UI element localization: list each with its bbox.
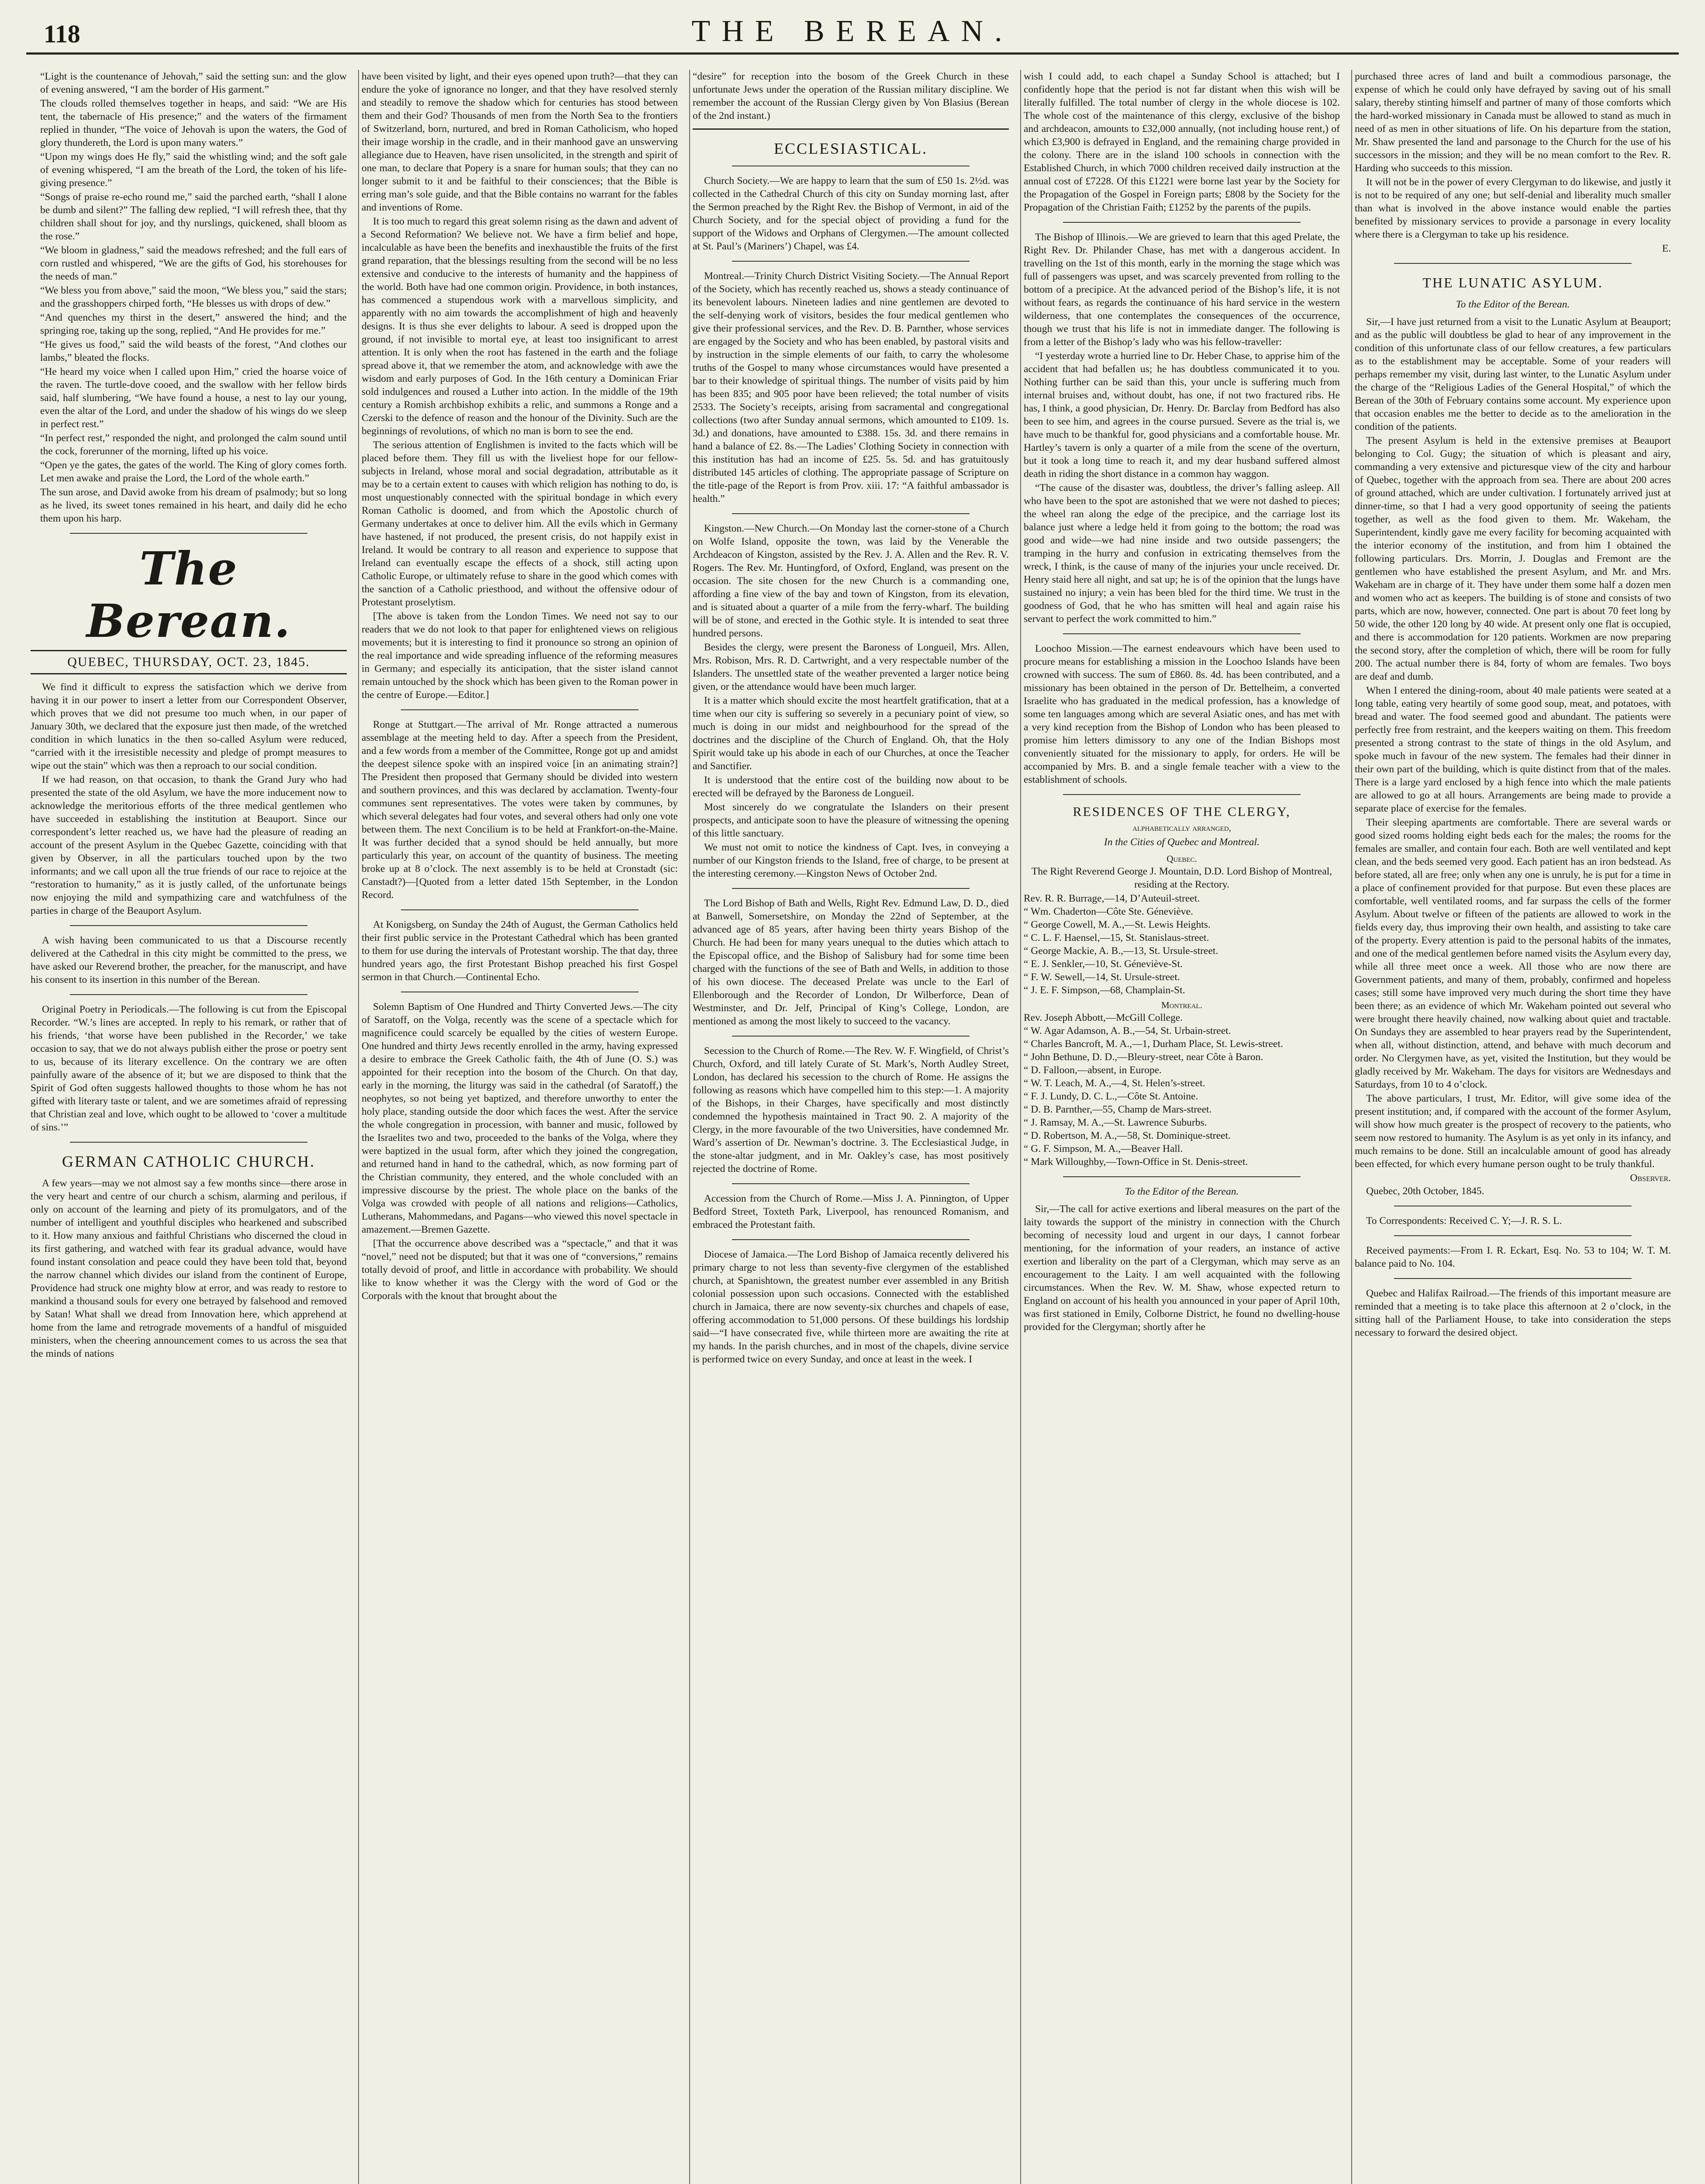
editor-note: [That the occurrence above described was a “spectacle,” and that it was “novel,” need not be disputed; but that it was one of “conversions,” remains totally devoid of proof, and little in accordance with probability. We should like to know whether it was the Clergy with the word of God or the Corporals with the knout that brought about the xyxy=(362,1238,678,1302)
news-item: Most sincerely do we congratulate the Islanders on their present prospects, and anticipate soon to have the pleasure of witnessing the opening of this little sanctuary. xyxy=(693,802,1009,839)
poem-stanza: “He gives us food,” said the wild beasts of the forest, “And clothes our lambs,” bleated the flocks. xyxy=(40,339,347,363)
news-item: Loochoo Mission.—The earnest endeavours which have been used to procure means for establishing a mission in the Loochoo Islands have been crowned with success. The sum of £860. 8s. 4d. has been contributed, and a missionary has been obtained in the person of Dr. Bettelheim, a converted Israelite who has graduated in the medical profession, has a knowledge of some ten languages among which are several Asiatic ones, and has met with a very kind reception from the Bishop of London who has been pleased to promise him letters dimissory to any one of the Indian Bishops most conveniently situated for the missionary to apply, for orders. He will be accompanied by Mrs. B. and a single female teacher with a view to the establishment of schools. xyxy=(1024,643,1340,785)
divider xyxy=(1394,1235,1632,1236)
news-item: The Bishop of Illinois.—We are grieved to learn that this aged Prelate, the Right Rev. Dr. Philander Chase, has met with a dangerous accident. In travelling on the 1st of this month, early in the morning the stage which was full of passengers was upset, and was scarcely prevented from rolling to the bottom of a precipice. At the advanced period of the Bishop’s life, it is not without fears, as regards the continuance of his hard service in the western wilderness, that one contemplates the consequences of the occurrence, though we trust that his life is not in immediate danger. The following is from a letter of the Bishop’s lady who was his fellow-traveller: xyxy=(1024,232,1340,348)
letter-paragraph: When I entered the dining-room, about 40 male patients were seated at a long table, eating very heartily of some good soup, meat, and potatoes, with bread and water. The food seemed good and abundant. The patients were perfectly free from restraint, and the keepers waiting on them. This freedom presented a strong contrast to the state of things in the old Asylum, and spoke much in favour of the new system. The females had their dinner in their own part of the building, which is quite distinct from that of the males. There is a large yard enclosed by a high fence into which the male patients are allowed to go at all hours. Arrangements are being made to provide a separate place of exercise for the females. xyxy=(1355,685,1671,814)
list-item: “ George Mackie, A. B.,—13, St. Ursule-street. xyxy=(1024,945,1218,957)
divider xyxy=(732,261,970,262)
news-item: It is understood that the entire cost of the building now about to be erected will be defrayed by the Baroness de Longueil. xyxy=(693,774,1009,799)
section-subtitle: alphabetically arranged, xyxy=(1132,822,1231,833)
divider xyxy=(1394,1278,1632,1279)
divider xyxy=(1394,263,1632,264)
letter-signature: E. xyxy=(1662,243,1671,254)
column-3 xyxy=(693,70,1009,2184)
page-number: 118 xyxy=(44,20,80,48)
column-5 xyxy=(1355,70,1671,2184)
list-item: “ J. Ramsay, M. A.,—St. Lawrence Suburbs. xyxy=(1024,1117,1207,1128)
quoted-letter: “I yesterday wrote a hurried line to Dr. Heber Chase, to apprise him of the accident that had befallen us; he has doubtless communicated it to you. Nothing further can be said than this, your uncle is suffering much from internal bruises and, without doubt, has one, if not two fractured ribs. He has, I think, a good physician, Dr. Henry. Dr. Barclay from Bedford has also been to see him, and agrees in the course pursued. Severe as the trial is, we have much to be thankful for, good physicians and a comfortable house. Mr. Hartley’s tavern is only a quarter of a mile from the scene of the overturn, but it took a long time to reach it, and my dear husband suffered almost death in riding the short distance in a common hay waggon. xyxy=(1024,350,1340,480)
poem-stanza: “He heard my voice when I called upon Him,” cried the hoarse voice of the raven. The turtle-dove cooed, and the swallow with her fellow birds said, half slumbering, “We have found a house, a nest to lay our young, even the altar of the Lord, and under the shadow of his wings do we sleep in perfect rest.” xyxy=(40,366,347,430)
news-item: Accession from the Church of Rome.—Miss J. A. Pinnington, of Upper Bedford Street, Toxteth Park, Liverpool, has renounced Romanism, and embraced the Protestant faith. xyxy=(693,1193,1009,1230)
letter-heading: To the Editor of the Berean. xyxy=(1456,299,1570,310)
divider xyxy=(70,1142,307,1143)
list-item: “ E. J. Senkler,—10, St. Géneviève-St. xyxy=(1024,958,1183,970)
poem-stanza: The clouds rolled themselves together in heaps, and said: “We are His tent, the tabernacle of His presence;” and the waters of the firmament replied in thunder, “The voice of Jehovah is upon the waters, the God of glory thundereth, the Lord is upon many waters.” xyxy=(40,98,347,149)
news-item: Montreal.—Trinity Church District Visiting Society.—The Annual Report of the Society, which has recently reached us, shows a steady continuance of its benevolent labours. Nineteen ladies and nine gentlemen are devoted to the self-denying work of visitors, besides the four medical gentlemen who give their professional services, and the Rev. D. B. Parnther, whose services are engaged by the Society and who has been enabled, by pastoral visits and by instruction in the simple elements of our faith, to carry the wholesome truths of the Gospel to many whose circumstances would have presented a bar to their knowledge of spiritual things. The number of visits paid by him has been 835; and 905 poor have been relieved; the total number of visits 2533. The Society’s receipts, arising from sacramental and congregational collections (two after Sunday annual sermons, which amounted to £109. 1s. 3d.) and donations, have amounted to £388. 15s. 3d. and there remains in hand a balance of £2. 8s.—The Ladies’ Clothing Society in connection with this institution has had an income of £25. 5s. 5d. and has gratuitously distributed 145 articles of clothing. The appropriate passage of Scripture on the title-page of the Report is from Prov. xiii. 17: “A faithful ambassador is health.” xyxy=(693,270,1009,505)
list-item: “ W. Agar Adamson, A. B.,—54, St. Urbain-street. xyxy=(1024,1025,1231,1037)
notice: Quebec and Halifax Railroad.—The friends of this important measure are reminded that a meeting is to take place this afternoon at 2 o’clock, in the sitting hall of the Parliament House, to take into consideration the steps necessary to forward the desired object. xyxy=(1355,1288,1671,1338)
notice: Received payments:—From I. R. Eckart, Esq. No. 53 to 104; W. T. M. balance paid to No. 104. xyxy=(1355,1245,1671,1269)
letter-paragraph: purchased three acres of land and built a commodious parsonage, the expense of which he could only have defrayed by saving out of his small salary, thereby stinting himself and partner of many of those comforts which the hard-worked missionary in Canada must be allowed to stand as much in need of as men in other situations of life. On his departure from the station, Mr. Shaw presented the land and parsonage to the Church for the use of his successors in the mission; and they will be no mean comfort to the Rev. R. Harding who succeeds to this mission. xyxy=(1355,71,1671,174)
list-item: Rev. Joseph Abbott,—McGill College. xyxy=(1024,1012,1183,1023)
article-paragraph: It is too much to regard this great solemn rising as the dawn and advent of a Second Reformation? We believe not. We have a firm belief and hope, incalculable as have been the benefits and inexhaustible the fruits of the first grand reparation, that the blessings resulting from the second will be no less extensive and conducive to the interests of humanity and the happiness of the world. Both have had one common origin. Providence, in both instances, has commenced a stupendous work with a marvellous simplicity, and apparently with no aim towards the accomplishment of high and heavenly designs. It is thus she ever delights to labour. A seed is dropped upon the ground, if not invisible to mortal eye, at least too insignificant to arrest attention. It is only when the root has fastened in the earth and the foliage spread above it, that we remember the atom, and acknowledge with awe the wisdom and early purposes of God. In the 16th century a Dominican Friar sold indulgences and roused a Luther into action. In the middle of the 19th century a Romish archbishop exhibits a relic, and summons a Ronge and a Czerski to the defence of reason and the honour of the Divinity. Such are the beginnings of revolutions, of which no man is born to see the end. xyxy=(362,216,678,437)
news-item: Besides the clergy, were present the Baroness of Longueil, Mrs. Allen, Mrs. Robison, Mrs. R. D. Cartwright, and a very respectable number of the Islanders. The unsettled state of the weather prevented a larger notice being given, or the attendance would have been much larger. xyxy=(693,642,1009,692)
divider xyxy=(1063,1176,1301,1177)
letter-paragraph: It will not be in the power of every Clergyman to do likewise, and justly it is not to be required of any one; but self-denial and liberality much smaller than what is involved in the above instance would enable the parties benefited by missionary services to provide a parsonage in every locality where there is a Clergyman to take up his residence. xyxy=(1355,176,1671,240)
divider xyxy=(70,994,307,995)
divider xyxy=(70,533,307,534)
divider xyxy=(732,1183,970,1184)
list-item: “ D. B. Parnther,—55, Champ de Mars-street. xyxy=(1024,1104,1212,1115)
article-paragraph: have been visited by light, and their eyes opened upon truth?—that they can endure the yoke of ignorance no longer, and that they have resolved sternly and steadily to remove the shadow which for centuries has stood between them and their God? Thousands of men from the North Sea to the frontiers of Switzerland, born, nurtured, and bred in Roman Catholicism, who hoped their image worship in the cradle, and in their manhood gave an unswerving allegiance due to Heaven, have risen unsolicited, in the strength and spirit of one man, to declare that Popery is a snare for human souls; that they can no longer submit to it and be faithful to their consciences; that the Bible is erring man’s sole guide, and that the Bible contains no warrant for the fables and inventions of Rome. xyxy=(362,71,678,213)
section-subtitle: In the Cities of Quebec and Montreal. xyxy=(1104,836,1260,848)
list-item: “ J. E. F. Simpson,—68, Champlain-St. xyxy=(1024,985,1185,996)
list-item: “ Wm. Chaderton—Côte Ste. Géneviève. xyxy=(1024,906,1193,917)
list-item: “ G. F. Simpson, M. A.,—Beaver Hall. xyxy=(1024,1143,1183,1154)
city-heading: Quebec. xyxy=(1167,854,1197,864)
list-item: “ John Bethune, D. D.,—Bleury-street, near Côte à Baron. xyxy=(1024,1051,1263,1063)
page-header xyxy=(26,9,1679,55)
quoted-letter: “The cause of the disaster was, doubtless, the driver’s falling asleep. All who have been to the spot are astonished that we were not dashed to pieces; the wheel ran along the edge of the precipice, and the carriage lost its balance just where a ledge held it from going to the bottom; the road was good and wide—we had nine inside and two outside passengers; the tramping in the hurry and confusion in extricating themselves from the wreck, I think, is the cause of many of the injuries your uncle received. Dr. Henry staid here all night, and sat up; he is of the opinion that the lungs have sustained no injury; a vein has been bled for the third time. We trust in the goodness of God, that he who has smitten will heal and again raise his servant to perfect the work committed to him.” xyxy=(1024,482,1340,625)
news-item: Ronge at Stuttgart.—The arrival of Mr. Ronge attracted a numerous assemblage at the meeting held to day. After a speech from the President, and a few words from a member of the Committee, Ronge got up and amidst the deepest silence spoke with an inspired voice [in an animating strain?] The President then proposed that Germany should be divided into western and southern provinces, and this was declared by acclamation. Twenty-four communes sent representatives. The votes were taken by communes, by which several delegates had four votes, and several others had only one vote between them. The next Concilium is to be held at Frankfort-on-the-Maine. It was further decided that a synod should be held annually, but more particularly this year, on account of the quantity of business. The meeting broke up at 8 o’clock. The next assembly is to be held at Cronstadt (sic: Canstadt?)—[Quoted from a letter dated 15th September, in the London Record. xyxy=(362,719,678,901)
news-item: Solemn Baptism of One Hundred and Thirty Converted Jews.—The city of Saratoff, on the Volga, recently was the scene of a spectacle which for magnificence could scarcely be equalled by the cities of western Europe. One hundred and thirty Jews recently enrolled in the army, having expressed a desire to embrace the Greek Catholic faith, the 4th of June (O. S.) was appointed for their reception into the bosom of the Church. On that day, early in the morning, the liturgy was said in the cathedral (of Saratoff,) the neophytes, so not being yet baptized, and therefore unworthy to enter the holy place, standing outside the door which faces the west. After the service the whole congregation in procession, with banner and music, followed by the Israelites two and two, proceeded to the banks of the Volga, where they were baptized in the usual form, after which they joined the congregation, and returned hand in hand to the cathedral, which, as now forming part of the Christian community, they entered, and the whole concluded with an impressive discourse by the priest. The whole place on the banks of the Volga was crowded with people of all nations and religions—Catholics, Lutherans, Mahommedans, and Pagans—who viewed this novel spectacle in amazement.—Bremen Gazette. xyxy=(362,1001,678,1235)
letter-signature: Observer. xyxy=(1630,1172,1671,1184)
letter-heading: To the Editor of the Berean. xyxy=(1125,1186,1239,1197)
poem-stanza: “In perfect rest,” responded the night, and prolonged the calm sound until the cock, forerunner of the morning, lifted up his voice. xyxy=(40,432,347,457)
letter-paragraph: The above particulars, I trust, Mr. Editor, will give some idea of the present institution; and, if compared with the account of the former Asylum, will show how much greater is the prospect of recovery to the patients, who seem now restored to humanity. The Asylum is as yet only in its infancy, and much remains to be done. Still an incalculable amount of good has already been effected, for which every humane person ought to be truly thankful. xyxy=(1355,1093,1671,1170)
letter-paragraph: The present Asylum is held in the extensive premises at Beauport belonging to Col. Gugy; the situation of which is pleasant and airy, commanding a very extensive and picturesque view of the city and harbour of Quebec, together with the approach from sea. There are about 200 acres of ground attached, which are under cultivation. I fortunately arrived just at dinner-time, so that I had a very good opportunity of seeing the patients together, as well as the food given to them. Mr. Wakeham, the Superintendent, kindly gave me every facility for becoming acquainted with the interior economy of the institution, and from him I obtained the following particulars. Drs. Morrin, J. Douglas and Fremont are the gentlemen who have established the present Asylum, and Mr. and Mrs. Wakeham are in charge of it. They have under them some half a dozen men and women who act as keepers. The building is of stone and consists of two parts, which are now, however, connected. One part is about 70 feet long by 50 wide, the other 120 long by 40 wide. At present only one flat is occupied, and there is accommodation for 120 patients. Workmen are now preparing the second story, after the completion of which, there will be room for fully 200. The actual number there is 84, forty of whom are females. Two boys are deaf and dumb. xyxy=(1355,435,1671,682)
poem-stanza: “Upon my wings does He fly,” said the whistling wind; and the soft gale of evening whispered, “I am the breath of the Lord, the token of his life-giving presence.” xyxy=(40,151,347,189)
column-4 xyxy=(1024,70,1340,2184)
poem-stanza: “Open ye the gates, the gates of the world. The King of glory comes forth. Let men awake and praise the Lord, the Lord of the whole earth.” xyxy=(40,460,347,484)
list-item: “ D. Falloon,—absent, in Europe. xyxy=(1024,1064,1162,1076)
list-item: “ D. Robertson, M. A.,—58, St. Dominique-street. xyxy=(1024,1130,1231,1141)
letter-date: Quebec, 20th October, 1845. xyxy=(1366,1185,1484,1197)
list-item: “ Charles Bancroft, M. A.,—1, Durham Place, St. Lewis-street. xyxy=(1024,1038,1283,1050)
list-item: Rev. R. R. Burrage,—14, D’Auteuil-street. xyxy=(1024,893,1200,904)
list-item: “ W. T. Leach, M. A.,—4, St. Helen’s-street. xyxy=(1024,1078,1205,1089)
editor-note: [The above is taken from the London Times. We need not say to our readers that we do not look to that paper for enlightened views on religious movements; but it is interesting to find it pronounce so strong an opinion of the real importance and wide spreading influence of the reforming measures in Germany; and especially its anticipation, that the sister island cannot remain untouched by the shock which has been given to the Roman power in the centre of Europe.—Editor.] xyxy=(362,611,678,701)
quebec-clergy-list xyxy=(1024,892,1340,997)
divider xyxy=(732,513,970,514)
divider xyxy=(732,1036,970,1037)
column-2 xyxy=(362,70,678,2184)
notice: To Correspondents: Received C. Y;—J. R. S. L. xyxy=(1366,1215,1562,1227)
letter-paragraph: Their sleeping apartments are comfortable. There are several wards or good sized rooms holding eight beds each for the males; the rooms for the females are smaller, and contain four each. Both are well ventilated and kept clean, and the beds seemed very good. Each patient has an iron bedstead. As before stated, all are free; only when any one is unruly, he is put for a time in a place of confinement provided for that purpose. But even these places are comfortable, well ventilated rooms, and far surpass the cells of the former Asylum. About twelve or fifteen of the patients are allowed to work in the fields every day, thus improving their own health, and assisting to take care of the property. Every attention is paid to the personal habits of the inmates, and one of the medical gentlemen before named visits the Asylum every day, while all three meet once a week. All those who are now there are Government patients, and many of them, probably, confirmed and hopeless cases; still some have improved very much during the short time they have been there; as an evidence of which Mr. Wakeham pointed out several who were brought there heavily chained, now walking about quiet and tractable. On Sundays they are assembled to hear prayers read by the Superintendent, when all, without distinction, attend, and behave with much decorum and order. No Clergymen have, as yet, visited the Institution, but they would be gladly received by Mr. Wakeham. The days for visitors are Wednesdays and Saturdays, from 10 to 4 o’clock. xyxy=(1355,817,1671,1090)
list-item: “ F. W. Sewell,—14, St. Ursule-street. xyxy=(1024,971,1180,983)
section-title: RESIDENCES OF THE CLERGY, xyxy=(1073,805,1291,819)
divider xyxy=(1063,633,1301,634)
editorial-paragraph: If we had reason, on that occasion, to thank the Grand Jury who had presented the state of the old Asylum, we have the more inducement now to acknowledge the meritorious efforts of the three medical gentlemen who have succeeded in establishing the institution at Beauport. Since our correspondent’s letter reached us, we have had the pleasure of reading an account of the present Asylum in the Quebec Gazette, coinciding with that given by Observer, in all the particulars touched upon by the two informants; and we call upon all the true friends of our race to rejoice at the “restoration to humanity,” as it is justly called, of the unfortunate beings now enjoying the mild and sympathizing care and watchfulness of the parties in charge of the Beauport Asylum. xyxy=(31,774,347,916)
article-paragraph: wish I could add, to each chapel a Sunday School is attached; but I confidently hope that the period is not far distant when this wish will be literally fulfilled. The total number of clergy in the whole diocese is 102. The whole cost of the maintenance of this clergy, exclusive of the bishop and archdeacon, amounts to £32,000 annually, (not including house rent,) of which £3,900 is defrayed in England, and the remaining charge provided in the colony. There are in the island 100 schools in connection with the Established Church, in which 7000 children received daily instruction at the annual cost of £7228. Of this £1221 were borne last year by the Society for the Propagation of the Gospel in Foreign parts; £808 by the Society for the Propagation of the Christian Faith; £1252 by the parents of the pupils. xyxy=(1024,71,1340,213)
editorial-paragraph: A wish having been communicated to us that a Discourse recently delivered at the Cathedral in this city might be committed to the press, we have asked our Reverend brother, the preacher, for the manuscript, and have his consent to its insertion in this number of the Berean. xyxy=(31,935,347,985)
news-item: It is a matter which should excite the most heartfelt gratification, that at a time when our city is suffering so severely in a pecuniary point of view, so much is doing in our midst and neighbourhood for the spread of the doctrines and the discipline of the Church of England. Oh, that the Holy Spirit would take up his abode in each of our Churches, at once the Teacher and Sanctifier. xyxy=(693,695,1009,772)
column-1 xyxy=(31,70,347,2184)
list-item: “ C. L. F. Haensel,—15, St. Stanislaus-street. xyxy=(1024,932,1209,943)
poem-stanza: “And quenches my thirst in the desert,” answered the hind; and the springing roe, taking up the song, replied, “And He provides for me.” xyxy=(40,312,347,336)
list-item: “ F. J. Lundy, D. C. L.,—Côte St. Antoine. xyxy=(1024,1091,1198,1102)
news-item: We must not omit to notice the kindness of Capt. Ives, in conveying a number of our Kingston friends to the Island, free of charge, to be present at the interesting ceremony.—Kingston News of October 2nd. xyxy=(693,842,1009,879)
divider xyxy=(1063,222,1301,223)
dateline: QUEBEC, THURSDAY, OCT. 23, 1845. xyxy=(31,650,347,674)
poem-stanza: The sun arose, and David awoke from his dream of psalmody; but so long as he lived, its sweet tones remained in his heart, and daily did he echo them upon his harp. xyxy=(40,487,347,524)
news-item: Kingston.—New Church.—On Monday last the corner-stone of a Church on Wolfe Island, opposite the town, was laid by the Venerable the Archdeacon of Kingston, assisted by the Rev. J. A. Allen and the Rev. R. V. Rogers. The Rev. Mr. Huntingford, of Oxford, England, was present on the occasion. The site chosen for the new Church is a commanding one, affording a fine view of the bay and town of Kingston, from its elevation, and is situated about a quarter of a mile from the ferry-wharf. The building will be of stone, and erected in the Gothic style. It is intended to seat three hundred persons. xyxy=(693,523,1009,639)
divider xyxy=(70,925,307,926)
divider xyxy=(401,909,639,910)
list-item: “ Mark Willoughby,—Town-Office in St. Denis-street. xyxy=(1024,1156,1248,1168)
divider xyxy=(732,888,970,889)
paper-title-block xyxy=(31,543,347,647)
letter-paragraph: Sir,—The call for active exertions and liberal measures on the part of the laity towards the support of the ministry in connection with the Church becoming of necessity loud and urgent in our days, I cannot forbear mentioning, for the information of your readers, an instance of active exertion and liberality on the part of a Clergyman, which may serve as an encouragement to the Laity. I am well acquainted with the following circumstances. When the Rev. W. M. Shaw, whose expected return to England on account of his health you announced in your paper of April 10th, was first stationed in Emily, Colborne District, he found no dwelling-house provided for the Clergyman; shortly after he xyxy=(1024,1203,1340,1333)
poem-stanza: “Light is the countenance of Jehovah,” said the setting sun: and the glow of evening answered, “I am the border of His garment.” xyxy=(40,71,347,95)
section-title: THE LUNATIC ASYLUM. xyxy=(1422,275,1603,290)
news-item: Church Society.—We are happy to learn that the sum of £50 1s. 2½d. was collected in the Cathedral Church of this city on Sunday morning last, after the Sermon preached by the Right Rev. the Bishop of Vermont, in aid of the Church Society, and for the special object of providing a fund for the support of the Widows and Orphans of Clergymen.—The amount collected at St. Paul’s (Mariners’) Chapel, was £4. xyxy=(693,175,1009,252)
divider xyxy=(1063,794,1301,795)
news-item: At Konigsberg, on Sunday the 24th of August, the German Catholics held their first public service in the Protestant Cathedral which has been granted to them for use during the intervals of Protestant worship. The that day, three hundred years ago, the first Protestant Bishop preached his first Gospel sermon in that Church.—Continental Echo. xyxy=(362,919,678,983)
news-item: The Lord Bishop of Bath and Wells, Right Rev. Edmund Law, D. D., died at Banwell, Somersetshire, on Monday the 22nd of September, at the advanced age of 85 years, after having been thirty years Bishop of the Church. He had been for many years unequal to the duties which attach to the Episcopal office, and the Bishop of Salisbury had for some time been charged with the functions of the see of Bath and Wells, in addition to those of his own diocese. The deceased Prelate was uncle to the Earl of Ellenborough and the Recorder of London, Dr Wilberforce, Dean of Westminster, and Dr. Jelf, Principal of King’s College, London, are mentioned as among the most likely to succeed to the vacancy. xyxy=(693,898,1009,1027)
section-title: GERMAN CATHOLIC CHURCH. xyxy=(62,1153,316,1170)
paper-title: The Berean. xyxy=(86,542,291,648)
columns xyxy=(31,70,1674,2184)
poem-stanza: “We bloom in gladness,” said the meadows refreshed; and the full ears of corn rustled and whispered, “We are the gifts of God, his storehouses for the needs of man.” xyxy=(40,245,347,282)
city-heading: Montreal. xyxy=(1161,1000,1202,1010)
divider xyxy=(693,128,1009,130)
article-paragraph: A few years—may we not almost say a few months since—there arose in the very heart and centre of our church a schism, alarming and perilous, if only on account of the learning and piety of its promulgators, and of the number of intelligent and youthful disciples who hearkened and subscribed to it. How many anxious and faithful Christians who discerned the cloud in its first gathering, and watched with fear its gradual advance, would have found instant consolation and peace could they have been told that, beyond the narrow channel which divides our island from the continent of Europe, Providence had struck one mighty blow at error, and was ready to restore to mankind a thousand souls for every one betrayed by falsehood and removed by Satan! What shall we dread from Innovation here, which apprehend at home from the lame and retrograde movements of a handful of misguided ministers, when the cheering announcement comes to us across the sea that the minds of nations xyxy=(31,1178,347,1359)
article-paragraph: “desire” for reception into the bosom of the Greek Church in these unfortunate Jews under the operation of the Russian military discipline. We remember the account of the Russian Clergy given by Von Blasius (Berean of the 2nd instant.) xyxy=(693,71,1009,121)
divider xyxy=(732,1239,970,1240)
news-item: Secession to the Church of Rome.—The Rev. W. F. Wingfield, of Christ’s Church, Oxford, and till lately Curate of St. Mark’s, North Audley Street, London, has declared his secession to the church of Rome. He assigns the following as reasons which have compelled him to this step:—1. A majority of the Bishops, in their Charges, have specifically and most distinctly condemned the hypothesis maintained in Tract 90. 2. A majority of the Clergy, in the more favourable of the two Universities, have condemned Mr. Ward’s assertion of Dr. Newman’s doctrine. 3. The Ecclesiastical Judge, in the stone-altar judgment, and in Mr. Oakley’s case, has most positively rejected the doctrine of Rome. xyxy=(693,1045,1009,1175)
letter-paragraph: Sir,—I have just returned from a visit to the Lunatic Asylum at Beauport; and as the public will doubtless be glad to hear of any improvement in the condition of this unfortunate class of our fellow creatures, a few particulars as to the establishment may be acceptable. Some of your readers will perhaps remember my visit, during last winter, to the Lunatic Asylum under the charge of the “Religious Ladies of the General Hospital,” of which the Berean of the 30th of February contains some account. My experience upon that occasion enables me the better to decide as to the amelioration in the condition of the patients. xyxy=(1355,316,1671,432)
article-paragraph: The serious attention of Englishmen is invited to the facts which will be placed before them. They fill us with the liveliest hope for our fellow-subjects in Ireland, whose moral and social degradation, attributable as it may be to a certain extent to causes with which religion has nothing to do, is most unquestionably connected with the spiritual bondage in which every Roman Catholic is doomed, and from which the Apostolic church of Germany undertakes at once to deliver him. All the evils which in Germany have hastened, if not produced, the present crisis, do not happily exist in Ireland. It would be contrary to all reason and experience to suppose that Ireland can eventually escape the effects of a shock, still acting upon Catholic Europe, or ultimately refuse to share in the good which comes with the sanction of a Catholic priesthood, and without the offensive odour of Protestant proselytism. xyxy=(362,439,678,608)
original-poetry-note: Original Poetry in Periodicals.—The following is cut from the Episcopal Recorder. “W.’s lines are accepted. In reply to his remark, or rather that of his friends, ‘that worse have been published in the Recorder,’ we take occasion to say, that we do not always publish either the prose or poetry sent to us, because of its literary excellence. On the contrary we are often painfully aware of the absence of it; but we are disposed to think that the Spirit of God often suggests hallowed thoughts to those whom he has not gifted with literary taste or talent, and we are sometimes afraid of repressing that Christian zeal and love, which ought to be allowed to ‘cover a multitude of sins.’” xyxy=(31,1004,347,1133)
list-item: “ George Cowell, M. A.,—St. Lewis Heights. xyxy=(1024,919,1211,930)
running-masthead: THE BEREAN. xyxy=(691,14,1014,48)
divider xyxy=(401,709,639,710)
news-item: Diocese of Jamaica.—The Lord Bishop of Jamaica recently delivered his primary charge to not less than seventy-five clergymen of the established church, at Spanishtown, the greatest number ever assembled in any British colonial possession upon such occasions. Connected with the established church in Jamaica, there are now seventy-six churches and chapels of ease, offering accommodation to 51,000 persons. Of these buildings his lordship said—“I have consecrated five, while thirteen more are awaiting the rite at my hands. In the parish churches, and in most of the chapels, divine service is performed twice on every Sunday, and once at least in the week. I xyxy=(693,1249,1009,1365)
section-title: ECCLESIASTICAL. xyxy=(773,140,928,157)
bishop-entry: The Right Reverend George J. Mountain, D.D. Lord Bishop of Montreal, residing at the Rectory. xyxy=(1031,866,1332,890)
montreal-clergy-list xyxy=(1024,1011,1340,1168)
psalm-poem xyxy=(31,70,347,525)
poem-stanza: “Songs of praise re-echo round me,” said the parched earth, “shall I alone be dumb and silent?” The falling dew replied, “I will refresh thee, that thy children shall shout for joy, and thy nurslings, quickened, shall bloom as the rose.” xyxy=(40,191,347,242)
editorial-paragraph: We find it difficult to express the satisfaction which we derive from having it in our power to insert a letter from our Correspondent Observer, which proves that we did not presume too much when, in our paper of January 30th, we declared that the exposure just then made, of the wretched condition in which lunatics in the then so-called Asylum were reduced, “carried with it the irresistible necessity and pledge of prompt measures to wipe out the stain” which was then a reproach to our social condition. xyxy=(31,681,347,771)
poem-stanza: “We bless you from above,” said the moon, “We bless you,” said the stars; and the grasshoppers chirped forth, “He blesses us with drops of dew.” xyxy=(40,285,347,309)
